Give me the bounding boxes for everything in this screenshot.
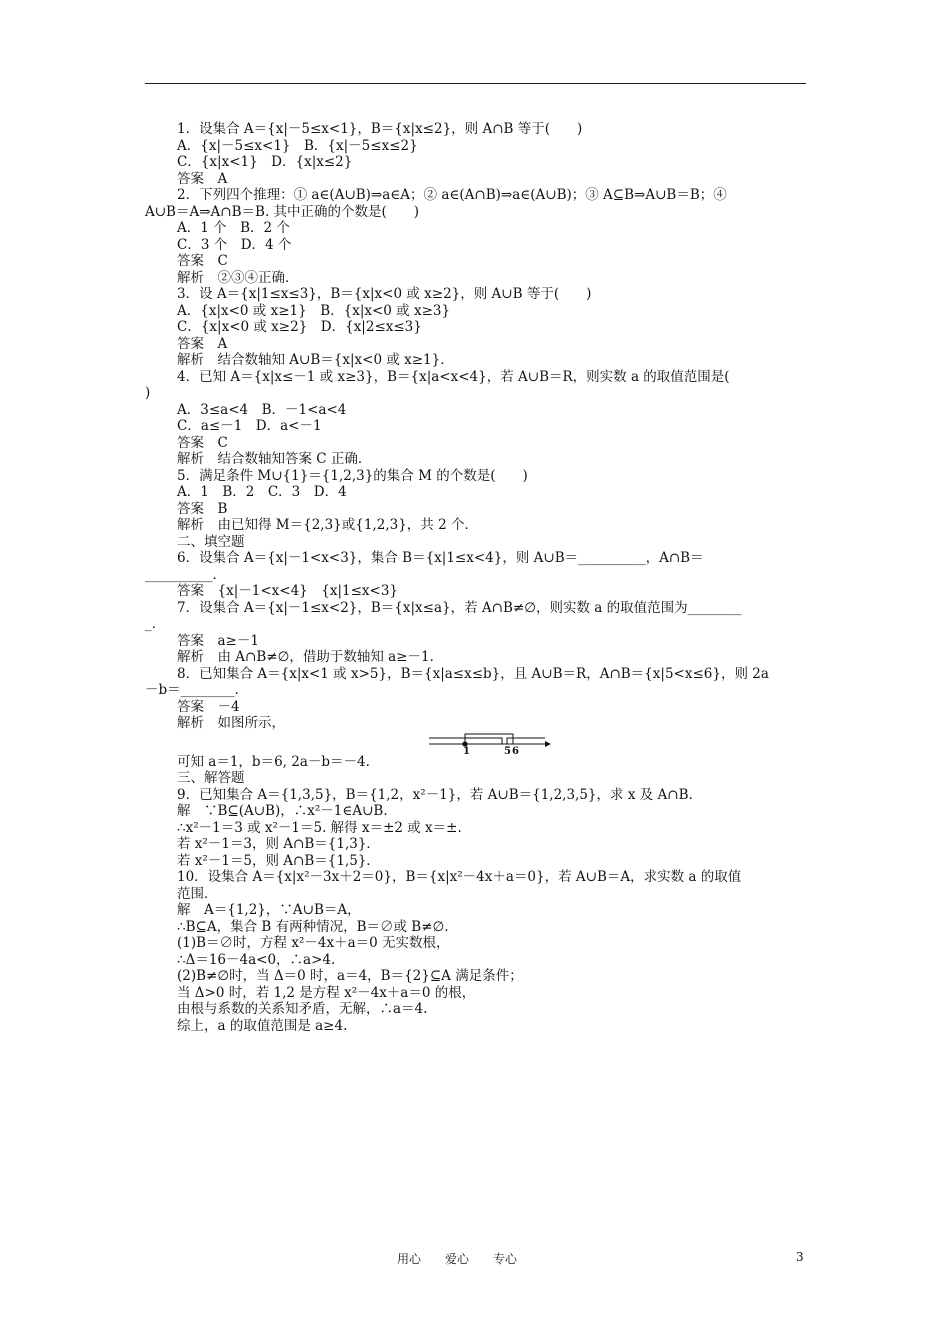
text-line: 答案 B [177, 500, 228, 517]
number-line-figure [145, 732, 806, 754]
header-rule [145, 83, 806, 84]
text-line: 答案 A [177, 335, 228, 352]
text-line: C．3 个 D．4 个 [177, 236, 292, 253]
text-line: 解析 由已知得 M＝{2,3}或{1,2,3}，共 2 个． [177, 517, 478, 533]
text-line: 综上，a 的取值范围是 a≥4. [177, 1017, 348, 1034]
text-line: A．1 个 B．2 个 [177, 220, 290, 236]
axis-arrow [545, 741, 551, 747]
text-line: 解析 ②③④正确． [177, 269, 299, 286]
text-line: 答案 C [177, 434, 228, 451]
text-line: 6．设集合 A＝{x|－1<x<3}，集合 B＝{x|1≤x<4}，则 A∪B＝__________，A∩B＝ [177, 550, 704, 566]
text-line: 二、填空题 [177, 533, 245, 550]
text-line: A．3≤a<4 B．－1<a<4 [177, 401, 347, 418]
text-line: 三、解答题 [177, 770, 245, 786]
text-line: ∴Δ＝16－4a<0，∴a>4. [177, 951, 336, 968]
text-line: 若 x²－1＝5，则 A∩B＝{1,5}． [177, 852, 380, 869]
text-line: 8．已知集合 A＝{x|x<1 或 x>5}，B＝{x|a≤x≤b}，且 A∪B＝R，A∩B＝{x|5<x≤6}，则 2a [177, 665, 769, 682]
text-line: 答案 {x|－1<x<4} {x|1≤x<3} [177, 583, 399, 599]
text-line: 由根与系数的关系知矛盾，无解，∴a＝4. [177, 1001, 428, 1017]
text-line: 1．设集合 A＝{x|－5≤x<1}，B＝{x|x≤2}，则 A∩B 等于( ) [177, 121, 583, 137]
document-body [145, 121, 806, 1034]
text-line: 若 x²－1＝3，则 A∩B＝{1,3}． [177, 836, 380, 852]
text-line: 4．已知 A＝{x|x≤－1 或 x≥3}，B＝{x|a<x<4}，若 A∪B＝R，则实数 a 的取值范围是( [177, 368, 730, 385]
text-line: A．1 B．2 C．3 D．4 [177, 484, 347, 500]
text-line: A．{x|－5≤x<1} B．{x|－5≤x≤2} [177, 137, 418, 154]
text-line: C．{x|x<1} D．{x|x≤2} [177, 154, 353, 170]
text-line: 解 A＝{1,2}，∵A∪B＝A， [177, 902, 361, 918]
text-line: 解析 由 A∩B≠∅，借助于数轴知 a≥－1． [177, 649, 444, 665]
text-line: 可知 a＝1，b＝6, 2a－b＝－4. [177, 753, 370, 770]
page-footer [0, 1250, 950, 1270]
text-line: 10．设集合 A＝{x|x²－3x＋2＝0}，B＝{x|x²－4x＋a＝0}，若 A∪B＝A，求实数 a 的取值 [177, 869, 742, 885]
text-line: 范围． [177, 885, 218, 902]
text-line: (1)B＝∅时，方程 x²－4x＋a＝0 无实数根， [177, 935, 450, 951]
text-line: 答案 a≥－1 [177, 632, 259, 649]
text-line: 解析 结合数轴知答案 C 正确． [177, 451, 372, 467]
text-line: 解 ∵B⊆(A∪B)，∴x²－1∈A∪B. [177, 803, 388, 819]
page-number: 3 [796, 1250, 804, 1264]
text-line: C．a≤－1 D．a<－1 [177, 418, 322, 434]
footer-slogan: 用心 爱心 专心 [397, 1252, 518, 1266]
text-line: 9．已知集合 A＝{1,3,5}，B＝{1,2，x²－1}，若 A∪B＝{1,2,3,5}，求 x 及 A∩B. [177, 786, 693, 803]
number-line-svg [427, 732, 553, 754]
text-line: ∴B⊆A，集合 B 有两种情况，B＝∅或 B≠∅. [177, 918, 449, 935]
text-line: 答案 C [177, 253, 228, 269]
text-line: A∪B＝A⇒A∩B＝B. 其中正确的个数是( ) [145, 203, 420, 220]
text-line: 2．下列四个推理：① a∈(A∪B)⇒a∈A；② a∈(A∩B)⇒a∈(A∪B)；③ A⊆B⇒A∪B＝B；④ [177, 187, 727, 203]
tick-label-5: 5 [504, 745, 511, 754]
text-line: __________． [145, 566, 226, 583]
text-line: _． [145, 616, 166, 632]
text-line: 7．设集合 A＝{x|－1≤x<2}，B＝{x|x≤a}，若 A∩B≠∅，则实数 a 的取值范围为________ [177, 599, 742, 616]
tick-label-6: 6 [512, 745, 519, 754]
text-line: 解析 如图所示， [177, 715, 285, 731]
text-line: 当 Δ>0 时，若 1,2 是方程 x²－4x＋a＝0 的根， [177, 984, 476, 1001]
tick-label-1: 1 [463, 745, 470, 754]
text-line: (2)B≠∅时，当 Δ＝0 时，a＝4，B＝{2}⊆A 满足条件； [177, 968, 523, 984]
set-b-bracket [465, 734, 513, 744]
text-line: 解析 结合数轴知 A∪B＝{x|x<0 或 x≥1}． [177, 352, 454, 368]
text-line: 答案 A [177, 170, 228, 187]
text-line: C．{x|x<0 或 x≥2} D．{x|2≤x≤3} [177, 319, 422, 335]
text-line: －b＝________． [145, 682, 249, 698]
text-line: 5．满足条件 M∪{1}＝{1,2,3}的集合 M 的个数是( ) [177, 467, 528, 484]
text-line: ∴x²－1＝3 或 x²－1＝5. 解得 x＝±2 或 x＝±. [177, 819, 462, 836]
text-line: ) [145, 385, 151, 401]
text-line: 答案 －4 [177, 698, 240, 715]
text-line: 3．设 A＝{x|1≤x≤3}，B＝{x|x<0 或 x≥2}，则 A∪B 等于( ) [177, 286, 592, 302]
text-line: A．{x|x<0 或 x≥1} B．{x|x<0 或 x≥3} [177, 302, 451, 319]
